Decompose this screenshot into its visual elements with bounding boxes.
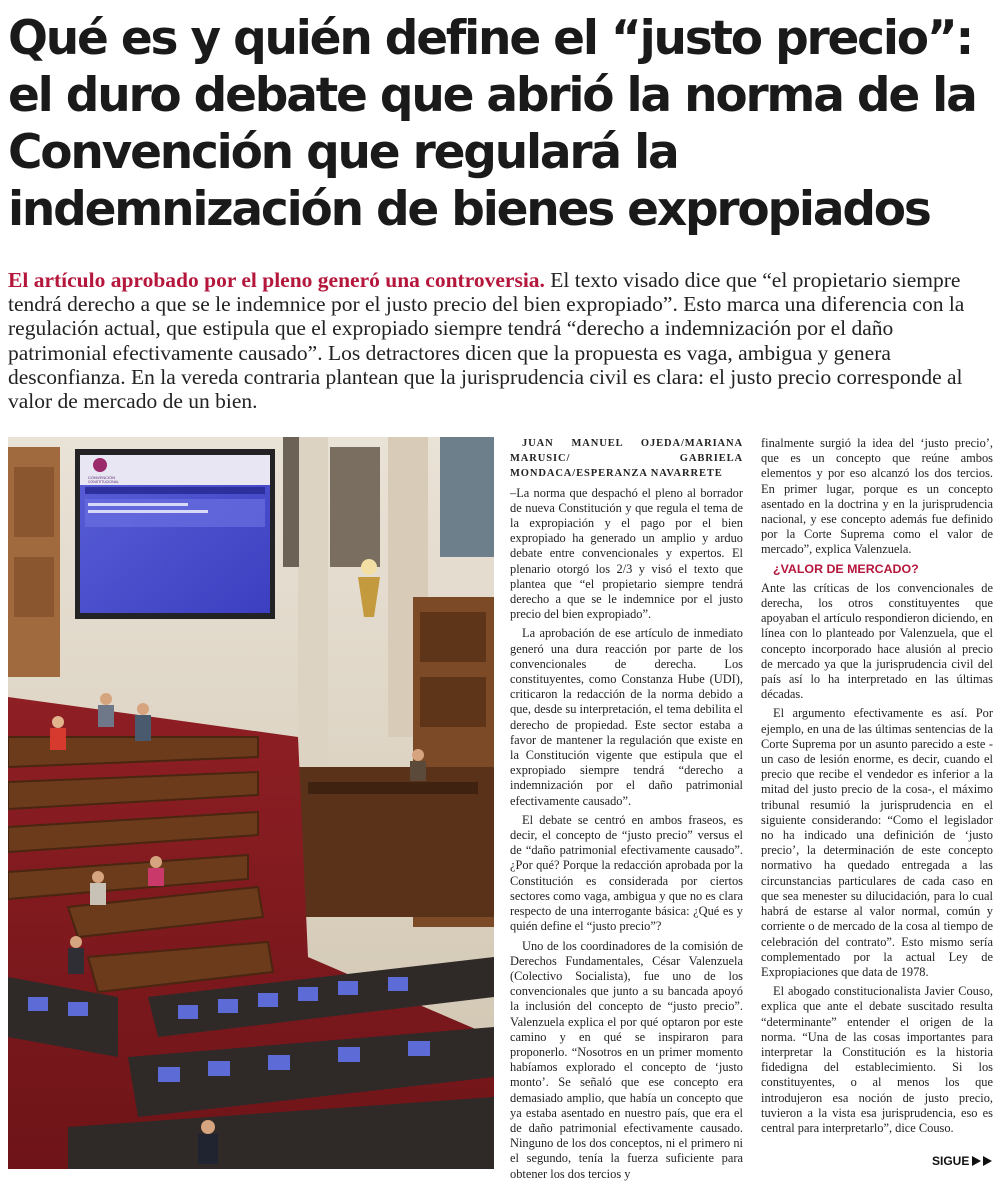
chamber-screen xyxy=(80,455,270,613)
body-paragraph: Ante las críticas de los convencionales de derecha, los otros constituyentes que apoyaban el artículo respondieron diciendo, en línea con lo planteado por Valenzuela, que el concepto incorporado hace alusión al precio de mercado ya que la jurisprudencia civil del país así lo ha interpretado en las últimas décadas. xyxy=(761,580,993,702)
section-subhead: ¿VALOR DE MERCADO? xyxy=(773,561,919,576)
body-paragraph: –La norma que despachó el pleno al borrador de nueva Constitución y que regula el tema de la expropiación y el pago por el bien expropiado ha generado un amplio y arduo debate entre convencionales y expertos. El plenario otorgó los 2/3 y visó el texto que plantea que “el propietario siempre tendrá derecho a que se le indemnice por el justo precio del bien expropiado”. xyxy=(510,485,743,622)
body-paragraph: Uno de los coordinadores de la comisión de Derechos Fundamentales, César Valenzuela (Colectivo Socialista), fue uno de los convencionales que junto a su bancada apoyó la inclusión del concepto de “justo precio”. Valenzuela explica el por qué optaron por este camino y en qué se inspiraron para proponerlo. “Nosotros en un primer momento habíamos explorado el concepto de ‘justo monto’. Se señaló que ese concepto era demasiado amplio, que había un concepto que ya estaba asentado en nuestro país, que era el de daño patrimonial efectivamente causado. Ninguno de los dos conceptos, ni el primero ni el segundo, tenía la fuerza suficiente para obtener los dos tercios y xyxy=(510,938,743,1181)
body-paragraph: La aprobación de ese artículo de inmediato generó una dura reacción por parte de los convencionales de derecha. Los constituyentes, como Constanza Hube (UDI), criticaron la redacción de la norma debido a que, desde su interpretación, el tema debilita el derecho de propiedad. Este sector estaba a favor de mantener la regulación que existe en la Constitución vigente que estipula que el expropiado siempre tendrá “derecho a indemnización por el daño patrimonial efectivamente causado”. xyxy=(510,626,743,808)
convention-chamber-photo xyxy=(8,437,494,1169)
lede-lead: El artículo aprobado por el pleno generó una controversia. xyxy=(8,268,545,292)
lede-body: El texto visado dice que “el propietario siempre tendrá derecho a que se le indemnice por el justo precio del bien expropiado”. Esto marca una diferencia con la regulación actual, que estipula que el expropiado siempre tendrá “derecho a indemnización por el daño patrimonial efectivamente causado”. Los detractores dicen que la propuesta es vaga, ambigua y genera desconfianza. En la vereda contraria plantean que la jurisprudencia civil es clara: el justo precio corresponde al valor de mercado de un bien. xyxy=(8,268,965,414)
continue-label: SIGUE xyxy=(932,1154,970,1168)
article-headline: Qué es y quién define el “justo precio”: el duro debate que abrió la norma de la Convención que regulará la indemnización de bienes expropiados xyxy=(8,11,976,237)
article-lede xyxy=(8,268,990,413)
double-arrow-icon xyxy=(972,1156,994,1166)
body-paragraph: El debate se centró en ambos fraseos, es decir, el concepto de “justo precio” versus el de “daño patrimonial efectivamente causado”. ¿Por qué? Porque la redacción aprobada por la Constitución es considerada por ciertos sectores como vaga, ambigua y que no es clara respecto de una interrogante básica: ¿Qué es y quién define el “justo precio”? xyxy=(510,812,743,934)
body-paragraph: El abogado constitucionalista Javier Couso, explica que ante el debate suscitado resulta “determinante” entender el origen de la norma. “Una de las cosas importantes para interpretar la Constitución es la historia fidedigna del establecimiento. Si los constituyentes, o al menos los que introdujeron esa noción de justo precio, tuvieron a la vista esa jurisprudencia, eso es central para interpretarlo”, dice Couso. xyxy=(761,984,993,1135)
article-column-1 xyxy=(510,436,743,1186)
article-column-2 xyxy=(761,436,993,1140)
screen-logo-line2: CONSTITUCIONAL xyxy=(88,480,119,484)
body-paragraph: finalmente surgió la idea del ‘justo precio’, que es un concepto que reúne ambos elementos y por eso alcanzó los dos tercios. En primer lugar, porque es un concepto asentado en la doctrina y en la jurisprudencia nacional, y ese concepto además fue definido por la Corte Suprema como el valor de mercado”, explica Valenzuela. xyxy=(761,436,993,557)
byline: JUAN MANUEL OJEDA/MARIANA MARUSIC/ GABRIELA MONDACA/ESPERANZA NAVARRETE xyxy=(510,438,743,480)
screen-logo-line1: CONVENCIÓN xyxy=(88,475,116,480)
body-paragraph: El argumento efectivamente es así. Por ejemplo, en una de las últimas sentencias de la Corte Suprema por un asunto parecido a este -un caso de lesión enorme, es decir, cuando el precio que recibe el vendedor es inferior a la mitad del justo precio de la cosa-, el máximo tribunal resumió la jurisprudencia en el siguiente considerando: “Como el legislador no ha indicado una definición de ‘justo precio’, la determinación de este concepto normativo ha quedado entregada a las circunstancias particulares de cada caso en que sea menester su dilucidación, para lo cual habrá de estarse al valor normal, común y corriente o de mercado de la cosa al tiempo de celebración del contrato”. Esto mismo sería complementado por la actual Ley de Expropiaciones que data de 1978. xyxy=(761,706,993,979)
continue-marker xyxy=(932,1154,994,1168)
